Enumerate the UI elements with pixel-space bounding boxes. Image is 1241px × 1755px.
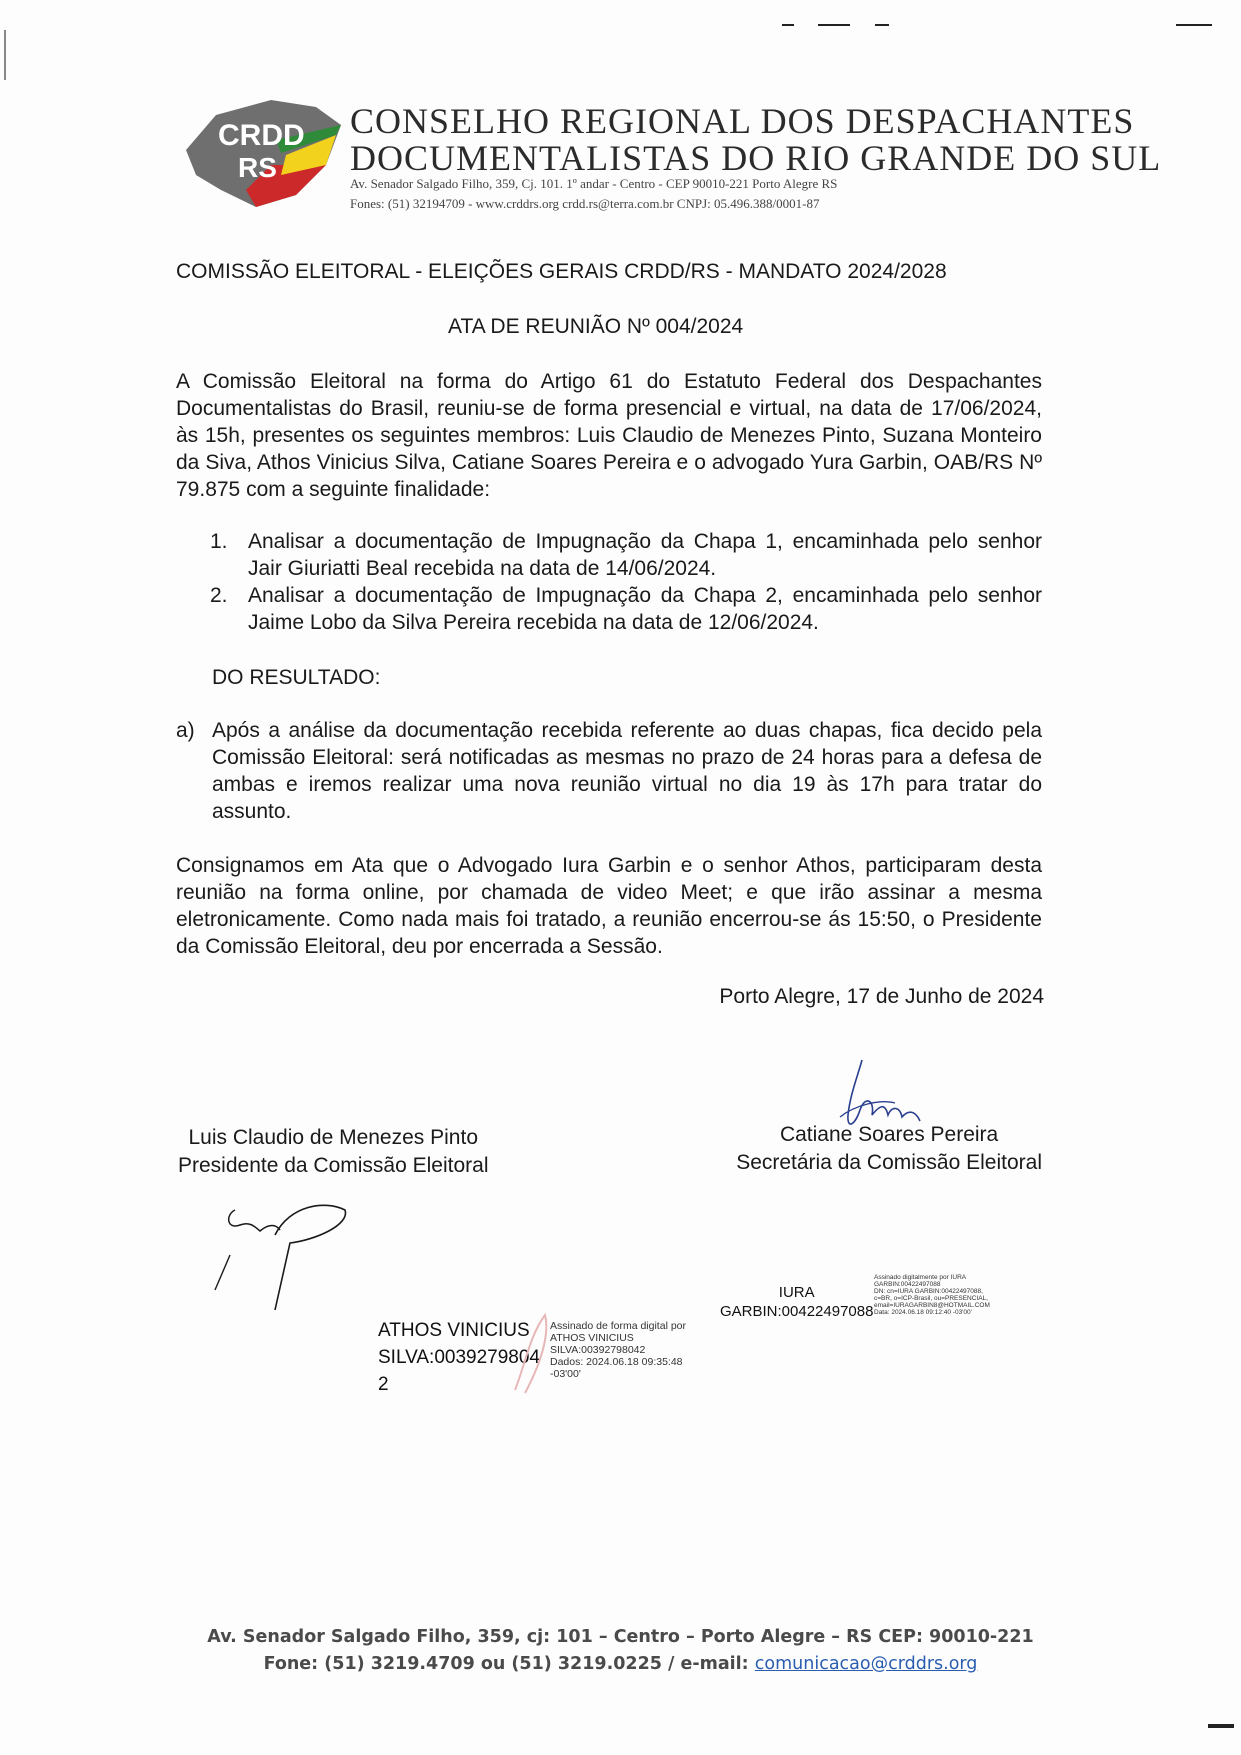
result-item-label: a) [176,719,195,742]
scan-mark [782,24,794,26]
signature-detail-line: Data: 2024.06.18 09:12:40 -03'00' [874,1309,972,1316]
footer-contacts [0,1654,1241,1674]
list-item [210,528,1042,582]
footer-email-link[interactable]: comunicacao@crddrs.org [754,1654,978,1674]
scan-mark [818,24,850,26]
list-item-number: 1. [210,530,228,553]
org-name-line1: CONSELHO REGIONAL DOS DESPACHANTES [350,101,1135,141]
list-item [210,582,1042,636]
digital-signature-details-athos [550,1320,720,1380]
signature-detail-line: -03'00' [550,1368,581,1380]
signer-role: Presidente da Comissão Eleitoral [178,1154,489,1177]
digital-signer-name-line: 2 [378,1374,389,1395]
signer-role: Secretária da Comissão Eleitoral [736,1151,1042,1174]
list-item-text: Analisar a documentação de Impugnação da Chapa 2, encaminhada pelo senhor Jaime Lobo da Silva Pereira recebida na data de 12/06/2024. [248,584,1042,634]
org-address: Av. Senador Salgado Filho, 359, Cj. 101. 1º andar - Centro - CEP 90010-221 Porto Alegre RS [350,176,838,191]
signature-detail-line: ATHOS VINICIUS [550,1332,634,1344]
signer-name: Luis Claudio de Menezes Pinto [188,1126,478,1149]
signature-detail-line: Assinado digitalmente por IURA [874,1274,967,1281]
handwritten-signature-secretary [820,1055,930,1140]
signature-block-president [178,1124,489,1180]
signature-detail-line: email=IURAGARBIN8@HOTMAIL.COM [874,1302,990,1309]
org-name-line2: DOCUMENTALISTAS DO RIO GRANDE DO SUL [350,138,1162,178]
footer-address: Av. Senador Salgado Filho, 359, cj: 101 – Centro – Porto Alegre – RS CEP: 90010-221 [207,1627,1034,1647]
result-item-text: Após a análise da documentação recebida referente ao duas chapas, fica decido pela Comissão Eleitoral: será notificadas as mesmas no prazo de 24 horas para a defesa de ambas e iremos realizar uma nova reunião virtual no dia 19 às 17h para tratar do assunto. [212,719,1042,823]
digital-signer-name-line: GARBIN:00422497088 [720,1303,874,1320]
intro-paragraph: A Comissão Eleitoral na forma do Artigo 61 do Estatuto Federal dos Despachantes Documentalistas do Brasil, reuniu-se de forma presencial e virtual, na data de 17/06/2024, às 15h, presentes os seguintes membros: Luis Claudio de Menezes Pinto, Suzana Monteiro da Siva, Athos Vinicius Silva, Catiane Soares Pereira e o advogado Yura Garbin, OAB/RS Nº 79.875 com a seguinte finalidade: [176,370,1042,501]
signature-detail-line: Assinado de forma digital por [550,1320,686,1332]
scan-mark [1208,1724,1234,1728]
result-item [176,717,1042,825]
list-item-number: 2. [210,584,228,607]
scan-mark [875,24,889,26]
digital-signer-name-line: SILVA:0039279804 [378,1347,540,1368]
scan-edge-mark [4,30,6,80]
digital-signer-iura [720,1283,873,1321]
place-date: Porto Alegre, 17 de Junho de 2024 [719,985,1044,1008]
digital-signer-name-line: ATHOS VINICIUS [378,1320,530,1341]
purpose-list [210,528,1042,636]
signature-detail-line: Dados: 2024.06.18 09:35:48 [550,1356,683,1368]
scan-mark [1176,24,1212,26]
result-heading: DO RESULTADO: [212,666,381,689]
org-contacts: Fones: (51) 32194709 - www.crddrs.org crdd.rs@terra.com.br CNPJ: 05.496.388/0001-87 [350,196,820,211]
logo-text-rs: RS [238,152,277,183]
handwritten-signature-president [205,1195,355,1315]
crdd-rs-logo [176,95,356,215]
signature-detail-line: c=BR, o=ICP-Brasil, ou=PRESENCIAL, [874,1295,988,1302]
document-title: COMISSÃO ELEITORAL - ELEIÇÕES GERAIS CRDD/RS - MANDATO 2024/2028 [176,260,947,283]
signature-detail-line: DN: cn=IURA GARBIN:00422497088, [874,1288,983,1295]
digital-signature-details-iura [874,1274,1024,1316]
signer-name: Catiane Soares Pereira [779,1123,999,1146]
logo-text-crdd: CRDD [218,119,305,152]
digital-signer-name-line: IURA [778,1284,815,1301]
signature-detail-line: GARBIN:00422497088 [874,1281,941,1288]
document-subtitle: ATA DE REUNIÃO Nº 004/2024 [448,315,744,338]
closing-paragraph: Consignamos em Ata que o Advogado Iura Garbin e o senhor Athos, participaram desta reunião na forma online, por chamada de video Meet; e que irão assinar a mesma eletronicamente. Como nada mais foi tratado, a reunião encerrou-se ás 15:50, o Presidente da Comissão Eleitoral, deu por encerrada a Sessão. [176,854,1042,958]
footer-phone: Fone: (51) 3219.4709 ou (51) 3219.0225 / e-mail: [263,1654,755,1674]
signature-detail-line: SILVA:00392798042 [550,1344,646,1356]
list-item-text: Analisar a documentação de Impugnação da Chapa 1, encaminhada pelo senhor Jair Giuriatti Beal recebida na data de 14/06/2024. [248,530,1042,580]
